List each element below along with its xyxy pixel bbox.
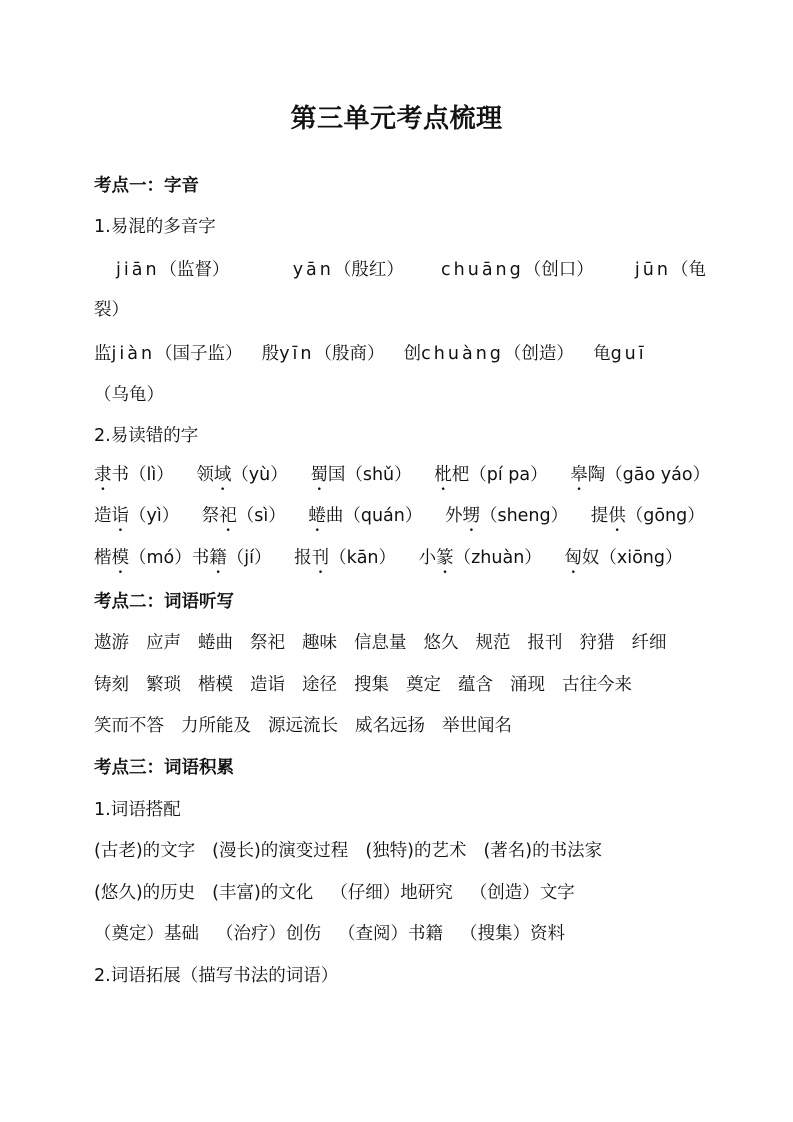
dictation-word: 奠定 <box>406 675 441 695</box>
misread-row-2 <box>94 502 713 536</box>
pinyin: yīn <box>279 344 315 364</box>
misread-item: 皋陶（gāo yáo） <box>570 465 711 485</box>
section-heading-accumulation: 考点三：词语积累 <box>94 758 234 778</box>
misread-item: 提供（gōng） <box>590 506 705 526</box>
dictation-word: 纤细 <box>631 633 667 653</box>
subheading-polyphonic: 1.易混的多音字 <box>94 217 216 237</box>
dictation-word: 应声 <box>146 633 181 653</box>
dictation-word: 悠久 <box>423 633 459 653</box>
gloss: （监督） <box>159 260 230 280</box>
dictation-word: 铸刻 <box>94 675 129 695</box>
misread-item: 蜷曲（quán） <box>308 506 423 526</box>
gloss: （国子监） <box>155 344 243 364</box>
collocation-item: (独特)的艺术 <box>365 841 467 861</box>
misread-item: 楷模（mó） <box>94 548 192 568</box>
dictation-word: 繁琐 <box>146 675 181 695</box>
pinyin: jiàn <box>111 344 156 364</box>
dictation-word: 蜷曲 <box>198 633 233 653</box>
dictation-word: 搜集 <box>354 675 389 695</box>
misread-row-1 <box>94 461 713 495</box>
pinyin: guī <box>610 344 647 364</box>
polyphonic-row-2 <box>94 340 713 365</box>
gloss: （创造） <box>503 344 574 364</box>
misread-item: 造诣（yì） <box>94 506 180 526</box>
subheading-expansion: 2.词语拓展（描写书法的词语） <box>94 966 339 986</box>
misread-item: 领域（yù） <box>196 465 288 485</box>
gloss: （殷商） <box>314 344 385 364</box>
section-heading-dictation: 考点二：词语听写 <box>94 592 234 612</box>
gloss: （创口） <box>523 260 594 280</box>
char: 龟 <box>593 344 611 364</box>
subheading-misread: 2.易读错的字 <box>94 426 199 446</box>
page-title: 第三单元考点梳理 <box>290 104 503 134</box>
char: 创 <box>403 344 422 364</box>
subheading-collocation: 1.词语搭配 <box>94 800 181 820</box>
misread-item: 祭祀（sì） <box>201 506 286 526</box>
collocation-item: （治疗）创伤 <box>216 924 321 944</box>
polyphonic-row-1-cont: 裂） <box>94 300 129 320</box>
polyphonic-row-1 <box>116 256 713 281</box>
dictation-row-1 <box>94 629 713 654</box>
collocation-row-3 <box>94 920 713 945</box>
dictation-row-2 <box>94 671 713 696</box>
polyphonic-row-2-cont: （乌龟） <box>94 385 164 405</box>
pinyin: jūn <box>634 260 671 280</box>
misread-item: 蜀国（shǔ） <box>310 465 412 485</box>
misread-item: 枇杷（pí pa） <box>434 465 548 485</box>
collocation-item: （仔细）地研究 <box>330 883 453 903</box>
dictation-word: 造诣 <box>250 675 285 695</box>
misread-item: 外甥（sheng） <box>444 506 569 526</box>
dictation-word: 趣味 <box>302 633 337 653</box>
char: 殷 <box>261 344 280 364</box>
dictation-word: 信息量 <box>354 633 407 653</box>
dictation-word: 蕴含 <box>458 675 493 695</box>
gloss: （殷红） <box>333 260 404 280</box>
dictation-word: 源远流长 <box>268 716 338 736</box>
pinyin: chuàng <box>421 344 504 364</box>
collocation-row-1 <box>94 837 713 862</box>
misread-item: 书籍（jí） <box>191 548 272 568</box>
collocation-item: (著名)的书法家 <box>483 841 603 861</box>
char: 监 <box>94 344 112 364</box>
collocation-item: (古老)的文字 <box>94 841 196 861</box>
gloss: （龟 <box>670 260 706 280</box>
misread-row-3 <box>94 544 713 578</box>
dictation-word: 报刊 <box>527 633 563 653</box>
dictation-word: 力所能及 <box>181 716 251 736</box>
section-heading-pronunciation: 考点一：字音 <box>94 176 199 196</box>
pinyin: jiān <box>116 260 160 280</box>
misread-item: 小篆（zhuàn） <box>418 548 542 568</box>
dictation-word: 祭祀 <box>250 633 285 653</box>
dictation-row-3 <box>94 712 713 737</box>
dictation-word: 笑而不答 <box>94 716 164 736</box>
dictation-word: 狩猎 <box>579 633 615 653</box>
collocation-item: (丰富)的文化 <box>212 883 314 903</box>
pinyin: chuāng <box>441 260 524 280</box>
dictation-word: 威名远扬 <box>355 716 425 736</box>
dictation-word: 涌现 <box>510 675 545 695</box>
dictation-word: 古往今来 <box>562 675 632 695</box>
dictation-word: 途径 <box>302 675 337 695</box>
misread-item: 匈奴（xiōng） <box>564 548 683 568</box>
dictation-word: 举世闻名 <box>442 716 512 736</box>
collocation-item: (漫长)的演变过程 <box>212 841 349 861</box>
misread-item: 隶书（lì） <box>94 465 174 485</box>
misread-item: 报刊（kān） <box>294 548 397 568</box>
collocation-row-2 <box>94 879 713 904</box>
collocation-item: （查阅）书籍 <box>338 924 443 944</box>
pinyin: yān <box>292 260 334 280</box>
dictation-word: 遨游 <box>94 633 129 653</box>
dictation-word: 楷模 <box>198 675 233 695</box>
collocation-item: （搜集）资料 <box>460 924 565 944</box>
collocation-item: （奠定）基础 <box>94 924 199 944</box>
collocation-item: (悠久)的历史 <box>94 883 196 903</box>
collocation-item: （创造）文字 <box>469 883 575 903</box>
dictation-word: 规范 <box>475 633 511 653</box>
